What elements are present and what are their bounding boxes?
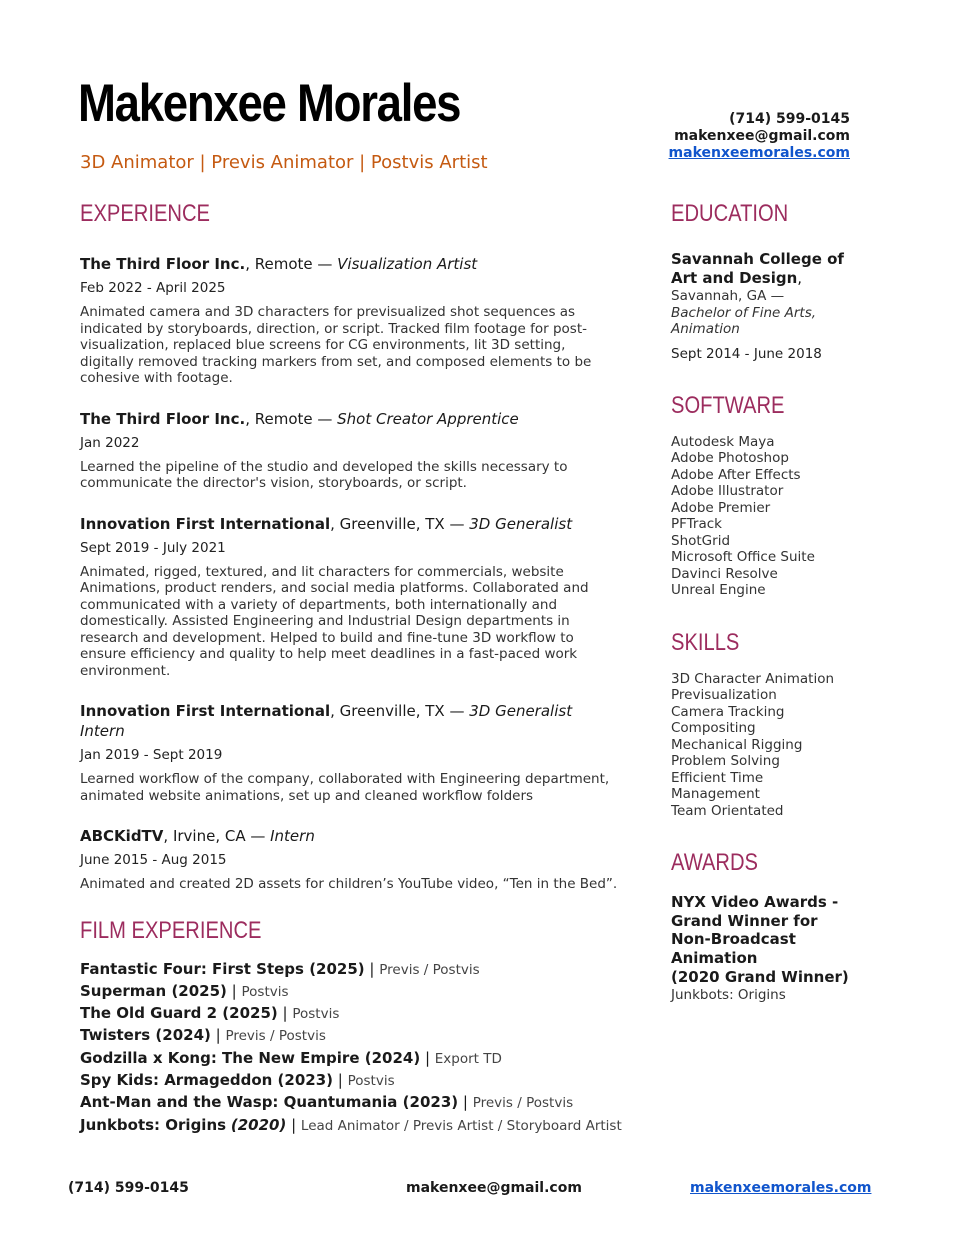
job-heading xyxy=(80,254,620,274)
film-roles: Previs / Postvis xyxy=(379,961,480,978)
award-line: Grand Winner for xyxy=(671,911,818,930)
software-item: Unreal Engine xyxy=(671,582,766,598)
film-roles: Lead Animator / Previs Artist / Storyboard Artist xyxy=(300,1117,622,1134)
header-website-link[interactable]: makenxeemorales.com xyxy=(668,145,850,161)
film-item: Junkbots: Origins (2020) | Lead Animator / Previs Artist / Storyboard Artist xyxy=(80,1115,622,1134)
software-item: Davinci Resolve xyxy=(671,565,778,582)
software-item: ShotGrid xyxy=(671,532,731,549)
skill-item: Efficient Time xyxy=(671,769,764,786)
job-location: , Irvine, CA — xyxy=(163,827,271,845)
job-company: Innovation First International xyxy=(80,514,331,533)
job-role: Shot Creator Apprentice xyxy=(337,409,519,428)
job-description: Animated camera and 3D characters for previsualized shot sequences as indicated by storyboards, direction, or script. Tracked film footage for post-visualization, replaced blue screens for CG environments, lit 3D setting, digitally removed tracking markers from set, and composed elements to be cohesive with footage. xyxy=(80,304,592,386)
job-dates: Jan 2019 - Sept 2019 xyxy=(80,747,223,763)
job-dates: June 2015 - Aug 2015 xyxy=(80,852,227,868)
film-roles: Export TD xyxy=(434,1050,502,1067)
award-line: (2020 Grand Winner) xyxy=(671,967,849,986)
awards-section xyxy=(671,849,861,1003)
film-roles: Previs / Postvis xyxy=(225,1028,326,1045)
film-item: The Old Guard 2 (2025) | Postvis xyxy=(80,1004,340,1023)
job-role: Intern xyxy=(270,827,315,845)
skill-item: Team Orientated xyxy=(671,802,784,819)
software-title: SOFTWARE xyxy=(671,391,785,419)
software-item: Adobe Premier xyxy=(671,499,771,516)
school-name: Savannah College of Art and Design xyxy=(671,250,844,287)
skill-item: Compositing xyxy=(671,720,756,736)
skill-item: Problem Solving xyxy=(671,753,780,769)
software-item: Autodesk Maya xyxy=(671,433,775,450)
job-location: , Greenville, TX — xyxy=(330,514,470,533)
software-item: Adobe After Effects xyxy=(671,466,801,483)
skill-item: Management xyxy=(671,786,760,802)
job-company: ABCKidTV xyxy=(80,827,164,845)
job-dates: Sept 2019 - July 2021 xyxy=(80,539,226,556)
resume-name: Makenxee Morales xyxy=(78,74,461,133)
film-title: Fantastic Four: First Steps (2025) xyxy=(80,959,365,978)
software-item: Adobe Illustrator xyxy=(671,483,784,499)
film-experience-title: FILM EXPERIENCE xyxy=(80,916,262,944)
footer-website-link[interactable]: makenxeemorales.com xyxy=(690,1180,872,1196)
left-column xyxy=(80,200,620,1137)
film-title: Spy Kids: Armageddon (2023) xyxy=(80,1070,334,1089)
job-description: Learned the pipeline of the studio and developed the skills necessary to communicate the director's vision, storyboards, or script. xyxy=(80,458,568,491)
skills-list xyxy=(671,671,861,820)
skill-item: 3D Character Animation xyxy=(671,670,835,687)
job-heading xyxy=(80,514,620,534)
job-heading xyxy=(80,409,620,429)
job-location: , Greenville, TX — xyxy=(330,702,470,720)
award-name xyxy=(671,893,861,987)
job-description: Learned workflow of the company, collaborated with Engineering department, animated website animations, set up and cleaned workflow folders xyxy=(80,771,610,804)
education-degree: Bachelor of Fine Arts, Animation xyxy=(671,304,817,337)
right-column xyxy=(671,200,861,1003)
job-entry xyxy=(80,254,620,387)
job-entry xyxy=(80,514,620,680)
software-item: Adobe Photoshop xyxy=(671,450,789,466)
film-item: Spy Kids: Armageddon (2023) | Postvis xyxy=(80,1070,395,1089)
film-item: Godzilla x Kong: The New Empire (2024) | Export TD xyxy=(80,1048,502,1067)
film-title: The Old Guard 2 (2025) xyxy=(80,1004,278,1023)
job-entry xyxy=(80,409,620,492)
film-title: Twisters (2024) xyxy=(80,1026,211,1045)
job-company: The Third Floor Inc. xyxy=(80,409,246,428)
skill-item: Previsualization xyxy=(671,687,777,703)
job-role: Visualization Artist xyxy=(337,255,478,273)
film-title: Superman (2025) xyxy=(80,981,227,1000)
job-description: Animated and created 2D assets for children’s YouTube video, “Ten in the Bed”. xyxy=(80,876,618,892)
education-place: Savannah, GA — xyxy=(671,288,785,304)
film-item: Ant-Man and the Wasp: Quantumania (2023) | Previs / Postvis xyxy=(80,1093,574,1112)
award-line: Non-Broadcast xyxy=(671,930,796,949)
skills-section xyxy=(671,629,861,820)
film-roles: Postvis xyxy=(241,983,289,1000)
award-line: Animation xyxy=(671,949,758,968)
film-roles: Postvis xyxy=(292,1006,340,1023)
software-item: Microsoft Office Suite xyxy=(671,549,815,565)
award-project: Junkbots: Origins xyxy=(671,986,786,1003)
footer-email: makenxee@gmail.com xyxy=(406,1180,582,1196)
film-list xyxy=(80,959,620,1137)
job-role: 3D Generalist xyxy=(469,514,573,533)
job-entry xyxy=(80,701,620,804)
software-section xyxy=(671,392,861,599)
job-entry xyxy=(80,826,620,893)
software-list xyxy=(671,434,861,599)
film-roles: Previs / Postvis xyxy=(472,1095,574,1112)
footer-phone: (714) 599-0145 xyxy=(68,1180,189,1196)
job-dates: Jan 2022 xyxy=(80,434,140,451)
film-item: Superman (2025) | Postvis xyxy=(80,981,289,1000)
skills-title: SKILLS xyxy=(671,628,740,656)
job-company: Innovation First International xyxy=(80,702,331,720)
film-title: Ant-Man and the Wasp: Quantumania (2023) xyxy=(80,1093,459,1112)
education-school: Savannah College of Art and Design, xyxy=(671,250,844,287)
awards-title: AWARDS xyxy=(671,849,758,876)
education-title: EDUCATION xyxy=(671,200,789,227)
job-heading xyxy=(80,701,620,741)
job-heading xyxy=(80,826,620,846)
education-dates: Sept 2014 - June 2018 xyxy=(671,345,822,362)
job-description: Animated, rigged, textured, and lit characters for commercials, website Animations, product renders, and social media platforms. Collaborated and communicated with a variety of departments, both internationally and domestically. Assisted Engineering and Industrial Design departments in research and development. Helped to build and fine-tune 3D workflow to ensure efficiency and quality to help meet deadlines in a fast-paced work environment. xyxy=(80,563,589,679)
job-company: The Third Floor Inc. xyxy=(80,255,246,273)
film-item: Fantastic Four: First Steps (2025) | Previs / Postvis xyxy=(80,959,480,978)
film-roles: Postvis xyxy=(347,1072,395,1089)
job-dates: Feb 2022 - April 2025 xyxy=(80,280,226,296)
resume-subtitle: 3D Animator | Previs Animator | Postvis Artist xyxy=(80,152,488,173)
award-line: NYX Video Awards - xyxy=(671,893,839,911)
header-email: makenxee@gmail.com xyxy=(674,128,850,144)
film-title: Godzilla x Kong: The New Empire (2024) xyxy=(80,1048,421,1067)
job-location: , Remote — xyxy=(245,409,338,428)
film-title: Junkbots: Origins xyxy=(80,1115,227,1134)
header-contact xyxy=(669,111,850,162)
header-phone: (714) 599-0145 xyxy=(729,111,850,127)
skill-item: Camera Tracking xyxy=(671,703,785,720)
job-location: , Remote — xyxy=(245,255,338,273)
skill-item: Mechanical Rigging xyxy=(671,736,803,753)
film-item: Twisters (2024) | Previs / Postvis xyxy=(80,1026,326,1045)
experience-title: EXPERIENCE xyxy=(80,200,210,227)
software-item: PFTrack xyxy=(671,516,722,532)
job-role: 3D Generalist Intern xyxy=(80,702,573,740)
film-year: (2020) xyxy=(230,1115,287,1134)
